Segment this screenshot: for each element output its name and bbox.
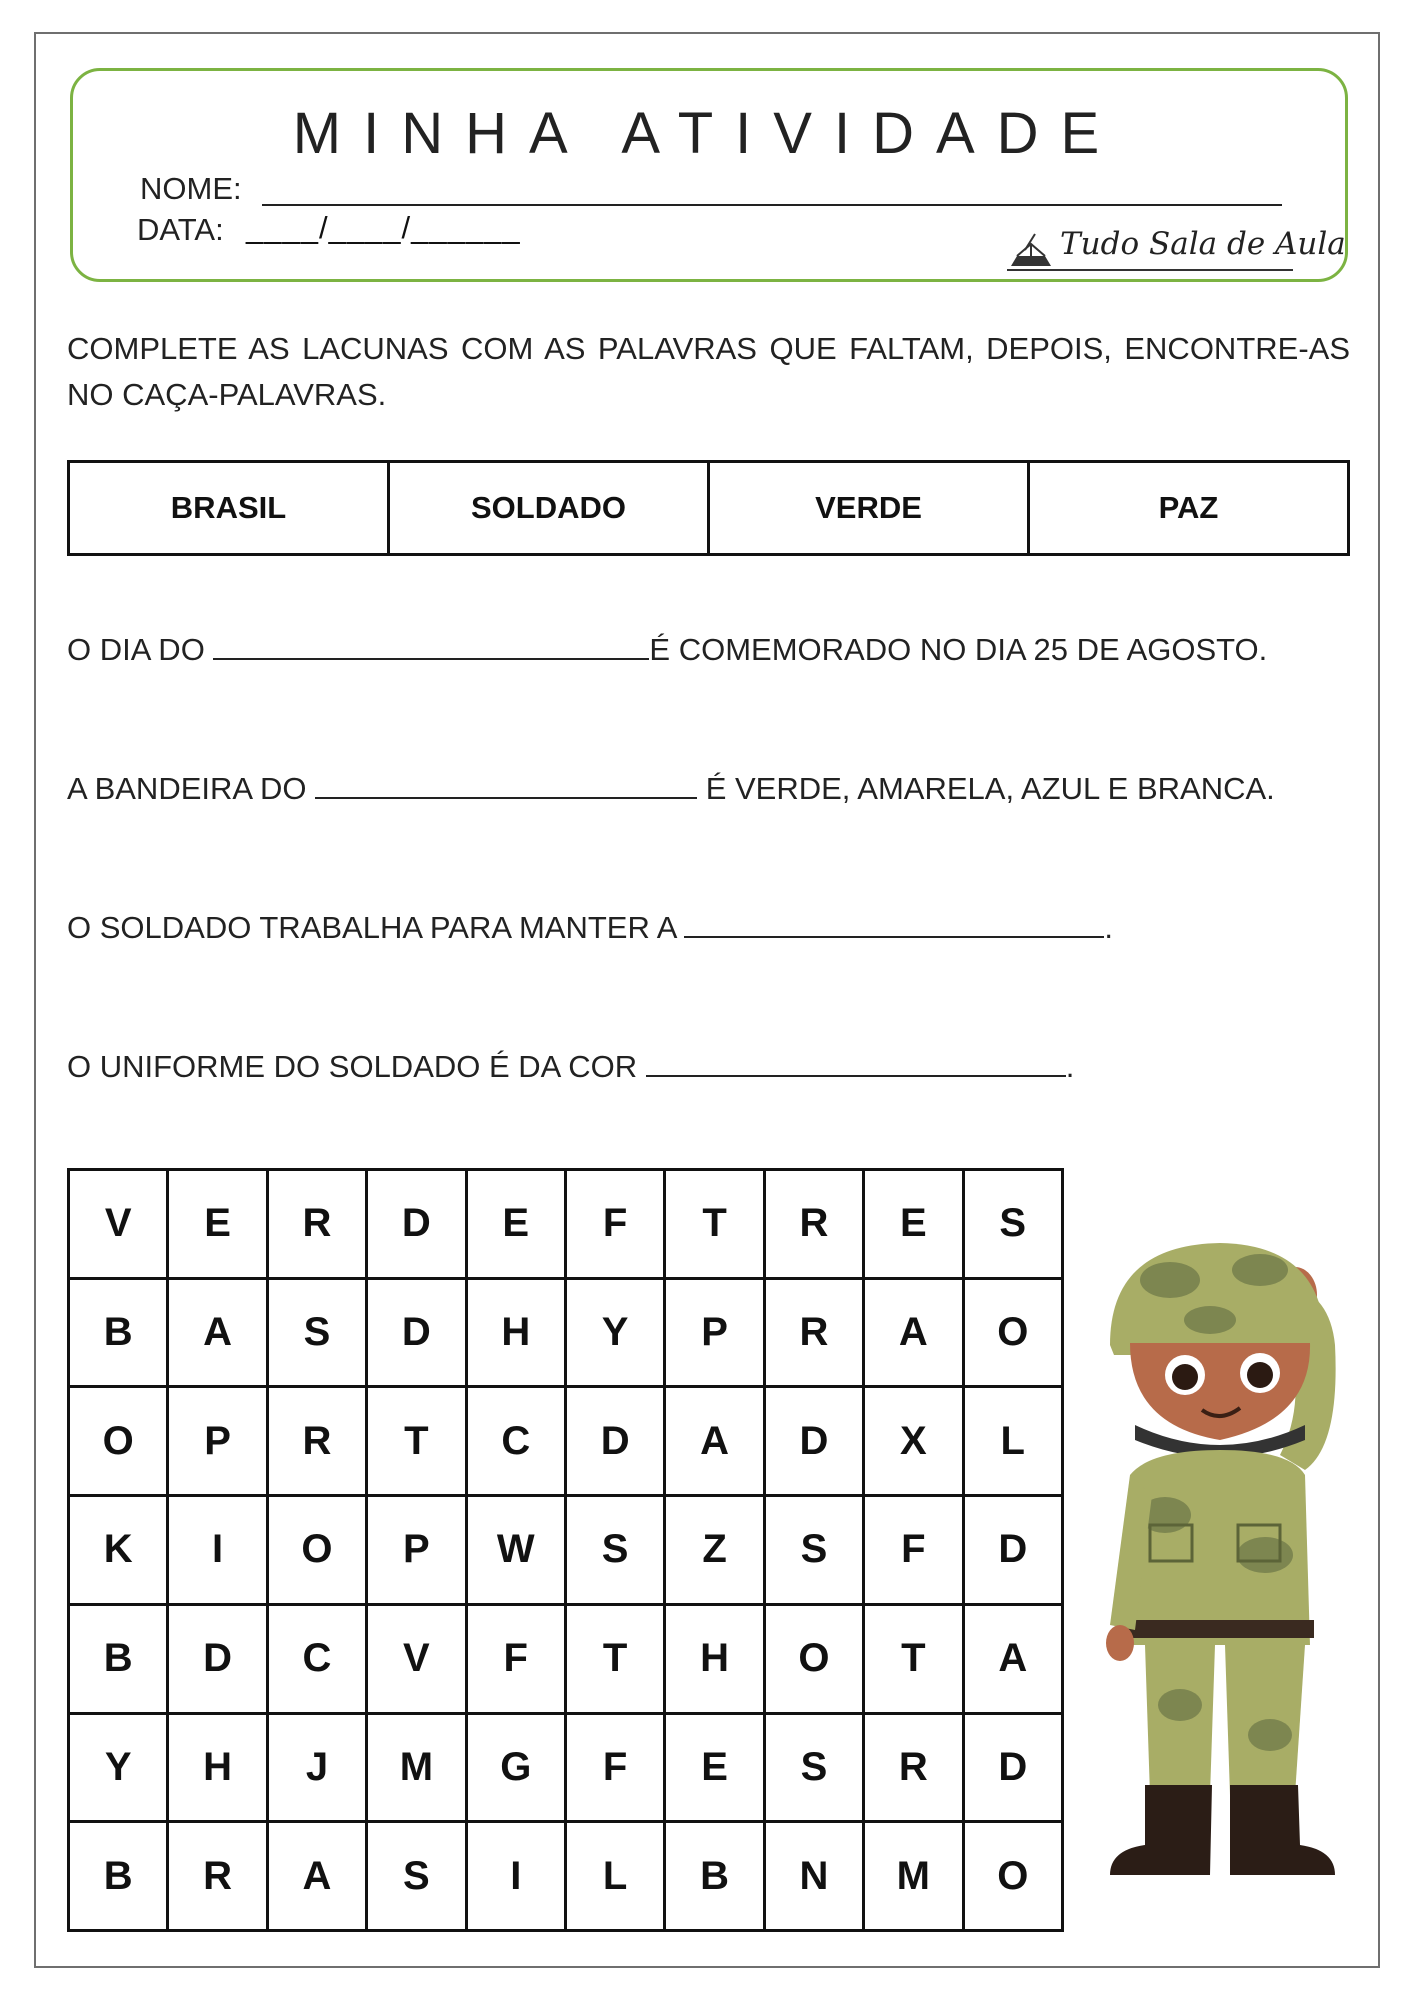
sentence-text: .: [1065, 1049, 1075, 1084]
grid-row: [69, 1713, 1063, 1822]
grid-cell[interactable]: T: [665, 1170, 764, 1279]
grid-cell[interactable]: S: [367, 1822, 466, 1931]
name-label: NOME:: [140, 171, 242, 206]
grid-cell[interactable]: O: [963, 1822, 1062, 1931]
grid-cell[interactable]: D: [963, 1496, 1062, 1605]
word-bank: [67, 460, 1350, 556]
grid-cell[interactable]: L: [565, 1822, 664, 1931]
grid-cell[interactable]: H: [168, 1713, 267, 1822]
grid-cell[interactable]: E: [665, 1713, 764, 1822]
grid-cell[interactable]: C: [267, 1604, 366, 1713]
answer-blank[interactable]: [684, 910, 1104, 938]
grid-cell[interactable]: P: [367, 1496, 466, 1605]
grid-cell[interactable]: D: [565, 1387, 664, 1496]
sentence-2: [67, 771, 1275, 807]
sentence-text: O SOLDADO TRABALHA PARA MANTER A: [67, 910, 685, 945]
grid-cell[interactable]: D: [367, 1278, 466, 1387]
grid-cell[interactable]: H: [466, 1278, 565, 1387]
grid-cell[interactable]: B: [665, 1822, 764, 1931]
grid-cell[interactable]: F: [466, 1604, 565, 1713]
name-field-line[interactable]: [262, 204, 1282, 206]
grid-row: [69, 1496, 1063, 1605]
sentence-3: [67, 910, 1113, 946]
word-bank-item: BRASIL: [69, 462, 389, 555]
grid-row: [69, 1387, 1063, 1496]
grid-cell[interactable]: L: [963, 1387, 1062, 1496]
grid-cell[interactable]: A: [267, 1822, 366, 1931]
grid-cell[interactable]: R: [267, 1170, 366, 1279]
grid-cell[interactable]: R: [764, 1278, 863, 1387]
grid-cell[interactable]: A: [864, 1278, 963, 1387]
sentence-text: O DIA DO: [67, 632, 214, 667]
grid-cell[interactable]: X: [864, 1387, 963, 1496]
grid-cell[interactable]: J: [267, 1713, 366, 1822]
grid-cell[interactable]: W: [466, 1496, 565, 1605]
grid-cell[interactable]: E: [864, 1170, 963, 1279]
grid-cell[interactable]: V: [367, 1604, 466, 1713]
grid-cell[interactable]: Y: [69, 1713, 168, 1822]
grid-cell[interactable]: V: [69, 1170, 168, 1279]
grid-cell[interactable]: A: [963, 1604, 1062, 1713]
sentence-1: [67, 632, 1267, 668]
answer-blank[interactable]: [213, 632, 649, 660]
grid-row: [69, 1822, 1063, 1931]
grid-row: [69, 1604, 1063, 1713]
word-bank-item: SOLDADO: [389, 462, 709, 555]
grid-cell[interactable]: Z: [665, 1496, 764, 1605]
grid-cell[interactable]: D: [963, 1713, 1062, 1822]
grid-cell[interactable]: M: [367, 1713, 466, 1822]
grid-cell[interactable]: T: [565, 1604, 664, 1713]
grid-cell[interactable]: Y: [565, 1278, 664, 1387]
date-label: DATA:: [137, 212, 224, 247]
grid-cell[interactable]: S: [764, 1713, 863, 1822]
grid-row: [69, 1278, 1063, 1387]
grid-cell[interactable]: S: [963, 1170, 1062, 1279]
answer-blank[interactable]: [315, 771, 697, 799]
grid-cell[interactable]: F: [565, 1170, 664, 1279]
grid-cell[interactable]: A: [168, 1278, 267, 1387]
grid-cell[interactable]: R: [764, 1170, 863, 1279]
sentence-text: A BANDEIRA DO: [67, 771, 316, 806]
sentence-text: É COMEMORADO NO DIA 25 DE AGOSTO.: [649, 632, 1268, 667]
grid-cell[interactable]: B: [69, 1604, 168, 1713]
grid-cell[interactable]: R: [267, 1387, 366, 1496]
grid-cell[interactable]: T: [367, 1387, 466, 1496]
grid-cell[interactable]: S: [764, 1496, 863, 1605]
grid-cell[interactable]: M: [864, 1822, 963, 1931]
grid-cell[interactable]: I: [466, 1822, 565, 1931]
grid-cell[interactable]: K: [69, 1496, 168, 1605]
sentence-text: .: [1104, 910, 1113, 945]
word-search-grid: [67, 1168, 1064, 1932]
grid-cell[interactable]: D: [367, 1170, 466, 1279]
grid-cell[interactable]: O: [764, 1604, 863, 1713]
word-bank-item: VERDE: [709, 462, 1029, 555]
grid-cell[interactable]: S: [267, 1278, 366, 1387]
grid-cell[interactable]: E: [466, 1170, 565, 1279]
grid-cell[interactable]: O: [267, 1496, 366, 1605]
grid-cell[interactable]: F: [864, 1496, 963, 1605]
answer-blank[interactable]: [646, 1049, 1066, 1077]
grid-cell[interactable]: T: [864, 1604, 963, 1713]
grid-cell[interactable]: D: [168, 1604, 267, 1713]
grid-cell[interactable]: G: [466, 1713, 565, 1822]
grid-row: [69, 1170, 1063, 1279]
grid-cell[interactable]: O: [69, 1387, 168, 1496]
grid-cell[interactable]: I: [168, 1496, 267, 1605]
word-bank-item: PAZ: [1029, 462, 1349, 555]
sentence-4: [67, 1049, 1074, 1085]
grid-cell[interactable]: R: [864, 1713, 963, 1822]
grid-cell[interactable]: S: [565, 1496, 664, 1605]
grid-cell[interactable]: P: [665, 1278, 764, 1387]
sentence-text: O UNIFORME DO SOLDADO É DA COR: [67, 1049, 646, 1084]
grid-cell[interactable]: O: [963, 1278, 1062, 1387]
grid-cell[interactable]: B: [69, 1822, 168, 1931]
grid-cell[interactable]: N: [764, 1822, 863, 1931]
grid-cell[interactable]: A: [665, 1387, 764, 1496]
soldier-illustration-icon: [1090, 1225, 1360, 1885]
grid-cell[interactable]: H: [665, 1604, 764, 1713]
grid-cell[interactable]: E: [168, 1170, 267, 1279]
brand-text: Tudo Sala de Aula: [1060, 226, 1346, 262]
grid-cell[interactable]: R: [168, 1822, 267, 1931]
grid-cell[interactable]: P: [168, 1387, 267, 1496]
grid-cell[interactable]: B: [69, 1278, 168, 1387]
grid-cell[interactable]: D: [764, 1387, 863, 1496]
page-title: MINHA ATIVIDADE: [292, 101, 1122, 166]
date-field[interactable]: ____/____/______: [246, 210, 521, 245]
grid-cell[interactable]: F: [565, 1713, 664, 1822]
instructions: COMPLETE AS LACUNAS COM AS PALAVRAS QUE FALTAM, DEPOIS, ENCONTRE-AS NO CAÇA-PALAVRAS.: [67, 331, 1350, 412]
sentence-text: É VERDE, AMARELA, AZUL E BRANCA.: [697, 771, 1275, 806]
grid-cell[interactable]: C: [466, 1387, 565, 1496]
